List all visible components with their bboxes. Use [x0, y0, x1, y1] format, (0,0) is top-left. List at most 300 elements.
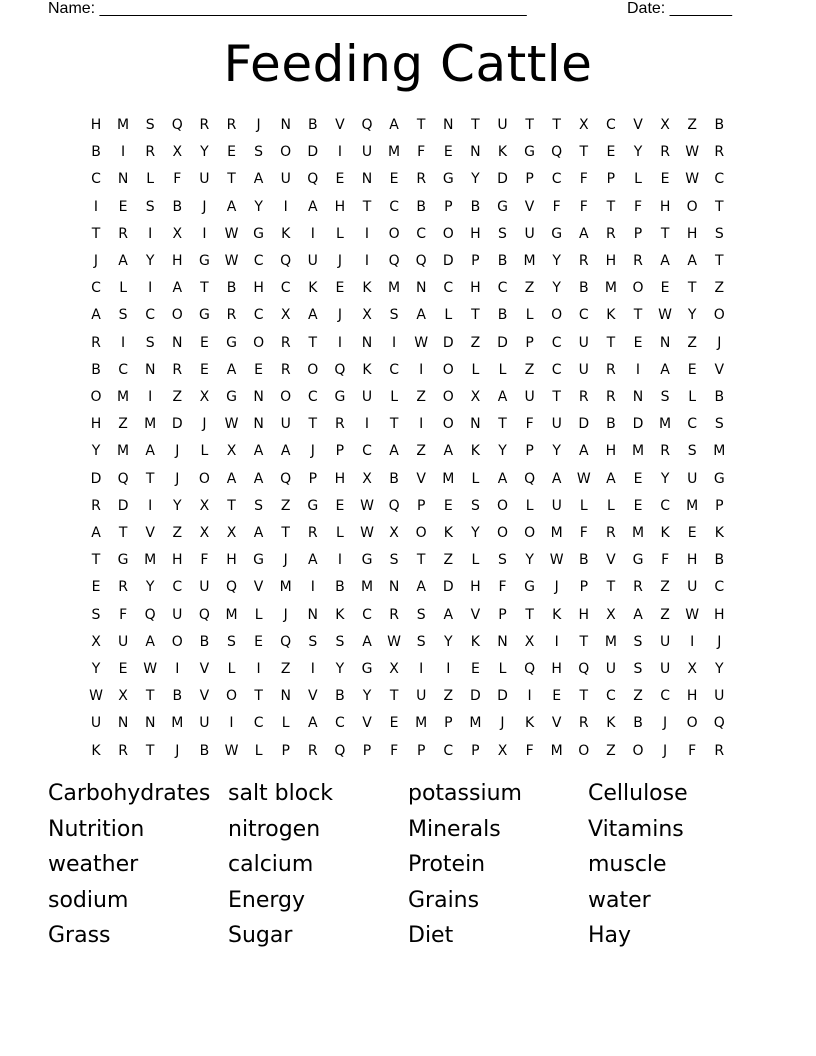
grid-letter: C	[660, 497, 670, 514]
grid-letter: I	[419, 661, 424, 677]
grid-letter: U	[551, 497, 562, 514]
grid-letter: T	[471, 117, 480, 133]
grid-letter: S	[227, 633, 236, 650]
grid-letter: D	[171, 416, 183, 433]
grid-letter: O	[225, 688, 238, 705]
grid-letter: K	[362, 361, 372, 378]
grid-letter: E	[633, 334, 643, 351]
grid-letter: K	[660, 525, 670, 541]
grid-letter: I	[256, 661, 261, 677]
grid-letter: T	[552, 389, 561, 405]
grid-letter: D	[497, 334, 508, 351]
grid-letter: C	[335, 715, 345, 732]
grid-letter: W	[89, 688, 103, 705]
grid-letter: V	[199, 661, 210, 677]
grid-letter: Q	[551, 144, 563, 161]
grid-letter: S	[714, 225, 724, 242]
grid-letter: H	[470, 579, 481, 596]
grid-letter: R	[714, 742, 725, 759]
grid-letter: V	[416, 470, 426, 487]
grid-letter: B	[714, 389, 725, 405]
grid-letter: I	[229, 715, 234, 732]
grid-letter: Z	[172, 389, 183, 405]
grid-letter: Z	[633, 688, 643, 705]
grid-letter: V	[524, 198, 535, 215]
grid-letter: T	[552, 117, 561, 133]
grid-letter: E	[227, 144, 236, 161]
grid-letter: K	[91, 742, 101, 759]
grid-letter: K	[335, 606, 345, 623]
grid-letter: N	[415, 280, 427, 297]
grid-letter: A	[687, 253, 697, 269]
grid-letter: T	[660, 225, 670, 242]
grid-letter: B	[172, 198, 183, 215]
grid-letter: P	[281, 742, 290, 759]
grid-letter: Z	[606, 742, 616, 759]
grid-letter: U	[361, 389, 373, 405]
grid-letter: I	[310, 579, 315, 596]
grid-letter: W	[360, 525, 374, 541]
grid-letter: S	[254, 497, 264, 514]
grid-letter: F	[688, 742, 697, 759]
grid-letter: R	[226, 307, 237, 324]
grid-letter: L	[281, 715, 290, 732]
grid-letter: I	[419, 361, 424, 378]
grid-letter: Z	[280, 497, 291, 514]
grid-letter: H	[605, 253, 617, 269]
grid-letter: L	[335, 525, 344, 541]
grid-letter: R	[389, 606, 399, 623]
grid-letter: A	[416, 307, 426, 324]
grid-letter: P	[444, 715, 453, 732]
grid-letter: E	[660, 280, 670, 297]
grid-letter: S	[633, 633, 643, 650]
grid-letter: M	[360, 579, 374, 596]
grid-letter: S	[145, 198, 155, 215]
grid-letter: A	[226, 361, 237, 378]
grid-letter: J	[554, 579, 559, 596]
grid-letter: E	[254, 633, 264, 650]
grid-letter: H	[90, 416, 102, 433]
grid-letter: J	[663, 715, 668, 732]
grid-letter: Z	[524, 280, 535, 297]
grid-letter: J	[717, 633, 722, 650]
grid-letter: Q	[524, 661, 536, 677]
word-bank-item: Cellulose	[588, 781, 688, 806]
grid-letter: D	[578, 416, 590, 433]
grid-letter: J	[175, 742, 180, 759]
grid-letter: L	[254, 742, 263, 759]
grid-letter: B	[497, 253, 508, 269]
grid-letter: N	[280, 117, 291, 133]
grid-letter: Q	[307, 171, 319, 188]
grid-letter: E	[335, 497, 345, 514]
grid-letter: C	[443, 280, 454, 297]
grid-letter: V	[335, 117, 345, 133]
grid-letter: Y	[552, 253, 561, 269]
grid-letter: C	[714, 171, 725, 188]
grid-letter: U	[117, 633, 129, 650]
grid-letter: L	[688, 389, 697, 405]
grid-letter: O	[442, 361, 454, 378]
grid-letter: T	[254, 688, 263, 705]
grid-letter: A	[253, 443, 264, 460]
grid-letter: T	[498, 416, 507, 433]
grid-letter: M	[117, 117, 130, 133]
grid-letter: B	[633, 715, 643, 732]
grid-letter: L	[227, 661, 236, 677]
grid-letter: B	[91, 144, 101, 161]
grid-letter: H	[659, 198, 671, 215]
grid-letter: C	[606, 117, 616, 133]
grid-letter: A	[389, 117, 399, 133]
grid-letter: R	[633, 253, 643, 269]
grid-letter: J	[283, 552, 288, 569]
grid-letter: N	[144, 361, 156, 378]
grid-letter: I	[527, 688, 532, 705]
grid-letter: O	[171, 633, 183, 650]
grid-letter: F	[498, 579, 507, 596]
grid-letter: A	[308, 715, 318, 732]
grid-letter: G	[361, 552, 373, 569]
grid-letter: T	[579, 144, 589, 161]
grid-letter: A	[443, 443, 454, 460]
grid-letter: Q	[334, 361, 346, 378]
word-bank-item: Energy	[228, 887, 306, 913]
grid-letter: M	[659, 416, 672, 433]
grid-letter: K	[362, 280, 372, 297]
grid-letter: R	[226, 117, 237, 133]
grid-letter: Z	[714, 280, 725, 297]
grid-letter: U	[172, 606, 183, 623]
grid-letter: R	[172, 361, 183, 378]
grid-letter: A	[443, 606, 454, 623]
grid-letter: R	[199, 117, 210, 133]
grid-letter: J	[93, 253, 99, 269]
grid-letter: E	[660, 171, 670, 188]
grid-letter: P	[362, 742, 372, 759]
grid-letter: N	[172, 334, 183, 351]
grid-letter: Q	[578, 661, 590, 677]
grid-letter: O	[442, 225, 454, 242]
grid-letter: V	[714, 361, 725, 378]
grid-letter: G	[198, 253, 210, 269]
grid-letter: U	[524, 225, 535, 242]
grid-letter: Y	[200, 144, 209, 161]
grid-letter: L	[471, 552, 480, 569]
grid-letter: U	[361, 144, 373, 161]
grid-letter: X	[389, 661, 399, 677]
grid-letter: Q	[415, 253, 427, 269]
grid-letter: R	[578, 253, 589, 269]
grid-letter: Z	[416, 389, 426, 405]
grid-letter: C	[443, 742, 454, 759]
grid-letter: S	[498, 225, 507, 242]
grid-letter: T	[227, 171, 236, 188]
grid-letter: S	[687, 443, 697, 460]
grid-letter: N	[117, 715, 129, 732]
grid-letter: I	[337, 334, 342, 351]
grid-letter: G	[524, 144, 536, 161]
grid-letter: T	[416, 552, 426, 569]
grid-letter: Q	[388, 253, 400, 269]
grid-letter: T	[389, 416, 399, 433]
grid-letter: E	[606, 144, 616, 161]
grid-letter: T	[715, 253, 724, 269]
grid-letter: O	[307, 361, 319, 378]
grid-letter: T	[308, 416, 318, 433]
grid-letter: H	[334, 470, 346, 487]
grid-letter: I	[148, 225, 153, 242]
grid-letter: W	[143, 661, 158, 677]
grid-letter: J	[500, 715, 505, 732]
grid-letter: C	[551, 334, 562, 351]
grid-letter: A	[253, 171, 264, 188]
grid-letter: S	[145, 117, 155, 133]
grid-letter: Z	[687, 117, 697, 133]
grid-letter: E	[254, 361, 264, 378]
grid-letter: Z	[524, 361, 535, 378]
grid-letter: U	[280, 416, 291, 433]
grid-letter: J	[310, 443, 315, 460]
grid-letter: T	[416, 117, 426, 133]
grid-letter: N	[280, 688, 291, 705]
grid-letter: M	[631, 443, 645, 460]
grid-letter: J	[337, 307, 342, 324]
grid-letter: Z	[687, 334, 697, 351]
word-bank-item: sodium	[48, 887, 129, 913]
grid-letter: O	[632, 742, 644, 759]
grid-letter: T	[118, 525, 128, 541]
grid-letter: J	[283, 606, 288, 623]
grid-letter: Z	[660, 606, 670, 623]
grid-letter: S	[389, 552, 399, 569]
grid-letter: J	[175, 470, 180, 487]
grid-letter: E	[335, 171, 345, 188]
grid-letter: A	[497, 389, 508, 405]
grid-letter: A	[416, 579, 426, 596]
grid-letter: C	[118, 361, 128, 378]
grid-letter: U	[280, 171, 291, 188]
word-bank-item: Hay	[588, 923, 632, 949]
grid-letter: A	[280, 443, 291, 460]
grid-letter: U	[524, 389, 535, 405]
grid-letter: E	[633, 497, 643, 514]
grid-letter: E	[687, 361, 697, 378]
grid-letter: Q	[225, 579, 238, 596]
grid-letter: S	[389, 307, 399, 324]
grid-letter: L	[119, 280, 127, 297]
grid-letter: Z	[118, 416, 128, 433]
grid-letter: K	[606, 307, 616, 324]
grid-letter: F	[579, 525, 588, 541]
grid-letter: M	[469, 715, 482, 732]
grid-letter: U	[497, 117, 508, 133]
grid-letter: C	[606, 688, 616, 705]
grid-letter: B	[172, 688, 183, 705]
grid-letter: C	[172, 579, 183, 596]
grid-letter: B	[91, 361, 101, 378]
grid-letter: L	[390, 389, 398, 405]
grid-letter: M	[388, 144, 401, 161]
grid-letter: G	[632, 552, 644, 569]
grid-letter: R	[416, 171, 427, 188]
grid-letter: T	[606, 579, 616, 596]
grid-letter: Z	[280, 661, 291, 677]
word-bank-item: muscle	[588, 852, 667, 878]
grid-letter: Y	[335, 661, 345, 677]
grid-letter: Q	[198, 606, 210, 623]
grid-letter: I	[310, 661, 315, 677]
grid-letter: C	[253, 307, 264, 324]
grid-letter: L	[200, 443, 209, 460]
word-bank-item: Carbohydrates	[48, 781, 211, 806]
grid-letter: I	[175, 661, 180, 677]
grid-letter: O	[253, 334, 265, 351]
grid-letter: Y	[660, 470, 670, 487]
grid-letter: A	[579, 225, 589, 242]
grid-letter: V	[199, 688, 210, 705]
grid-letter: X	[172, 144, 183, 161]
grid-letter: B	[714, 117, 725, 133]
grid-letter: D	[307, 144, 319, 161]
grid-letter: O	[686, 198, 698, 215]
grid-letter: U	[199, 579, 210, 596]
grid-letter: B	[389, 470, 399, 487]
grid-letter: O	[198, 470, 210, 487]
grid-letter: X	[91, 633, 101, 650]
grid-letter: S	[416, 633, 426, 650]
grid-letter: H	[172, 253, 183, 269]
grid-letter: T	[91, 225, 101, 242]
grid-letter: X	[606, 606, 616, 623]
grid-letter: W	[685, 606, 700, 623]
grid-letter: F	[390, 742, 399, 759]
grid-letter: U	[578, 361, 589, 378]
grid-letter: I	[121, 144, 126, 161]
grid-letter: N	[470, 144, 481, 161]
grid-letter: T	[281, 525, 290, 541]
grid-letter: H	[253, 280, 264, 297]
grid-letter: V	[362, 715, 372, 732]
grid-letter: L	[498, 661, 507, 677]
grid-letter: N	[388, 579, 400, 596]
grid-letter: L	[146, 171, 155, 188]
grid-letter: R	[578, 389, 589, 405]
grid-letter: B	[416, 198, 426, 215]
grid-letter: N	[470, 416, 481, 433]
grid-letter: B	[606, 416, 616, 433]
grid-letter: G	[253, 225, 265, 242]
grid-letter: A	[633, 606, 643, 623]
grid-letter: I	[337, 552, 342, 569]
grid-letter: S	[470, 497, 480, 514]
grid-letter: N	[443, 117, 454, 133]
grid-letter: B	[226, 280, 237, 297]
grid-letter: G	[334, 389, 346, 405]
grid-letter: I	[148, 280, 153, 297]
grid-letter: E	[389, 715, 399, 732]
grid-letter: Y	[687, 307, 697, 324]
grid-letter: O	[171, 307, 183, 324]
grid-letter: S	[308, 633, 318, 650]
grid-letter: U	[578, 334, 589, 351]
grid-letter: I	[148, 497, 153, 514]
grid-letter: D	[497, 171, 508, 188]
grid-letter: R	[307, 525, 318, 541]
page-title: Feeding Cattle	[223, 35, 593, 93]
grid-letter: I	[364, 225, 370, 242]
grid-letter: I	[635, 361, 641, 378]
grid-letter: T	[389, 688, 399, 705]
grid-letter: X	[226, 525, 237, 541]
grid-letter: M	[550, 525, 563, 541]
grid-letter: I	[419, 416, 424, 433]
grid-letter: S	[118, 307, 128, 324]
grid-letter: K	[525, 715, 535, 732]
grid-letter: X	[226, 443, 237, 460]
grid-letter: T	[362, 198, 372, 215]
grid-letter: W	[387, 633, 402, 650]
grid-letter: P	[416, 497, 426, 514]
grid-letter: O	[686, 715, 698, 732]
grid-letter: C	[91, 171, 101, 188]
grid-letter: B	[307, 117, 318, 133]
grid-letter: S	[416, 606, 426, 623]
grid-letter: S	[91, 606, 101, 623]
grid-letter: B	[578, 552, 589, 569]
grid-letter: W	[414, 334, 429, 351]
grid-letter: L	[254, 606, 263, 623]
grid-letter: Q	[171, 117, 183, 133]
grid-letter: F	[200, 552, 209, 569]
grid-letter: C	[389, 198, 399, 215]
grid-letter: O	[388, 225, 400, 242]
grid-letter: M	[144, 416, 157, 433]
grid-letter: A	[308, 307, 318, 324]
grid-letter: T	[145, 742, 155, 759]
grid-letter: R	[118, 742, 128, 759]
grid-letter: B	[335, 579, 345, 596]
grid-letter: E	[470, 661, 480, 677]
grid-letter: X	[687, 661, 697, 677]
grid-letter: Z	[172, 525, 183, 541]
grid-letter: T	[606, 334, 616, 351]
grid-letter: U	[199, 171, 210, 188]
grid-letter: R	[606, 361, 616, 378]
grid-letter: A	[308, 552, 318, 569]
grid-letter: U	[551, 416, 562, 433]
grid-letter: A	[226, 198, 237, 215]
grid-letter: C	[145, 307, 156, 324]
grid-letter: Q	[361, 117, 373, 133]
grid-letter: E	[335, 280, 345, 297]
grid-letter: O	[578, 742, 590, 759]
grid-letter: I	[364, 416, 370, 433]
grid-letter: T	[200, 280, 209, 297]
grid-letter: I	[554, 633, 559, 650]
grid-letter: K	[281, 225, 291, 242]
grid-letter: N	[361, 171, 373, 188]
grid-letter: Q	[524, 470, 536, 487]
grid-letter: C	[253, 715, 264, 732]
grid-letter: O	[442, 416, 454, 433]
grid-letter: A	[551, 470, 562, 487]
grid-letter: M	[631, 525, 645, 541]
grid-letter: S	[498, 552, 507, 569]
word-bank-item: potassium	[408, 781, 522, 806]
grid-letter: C	[253, 253, 264, 269]
